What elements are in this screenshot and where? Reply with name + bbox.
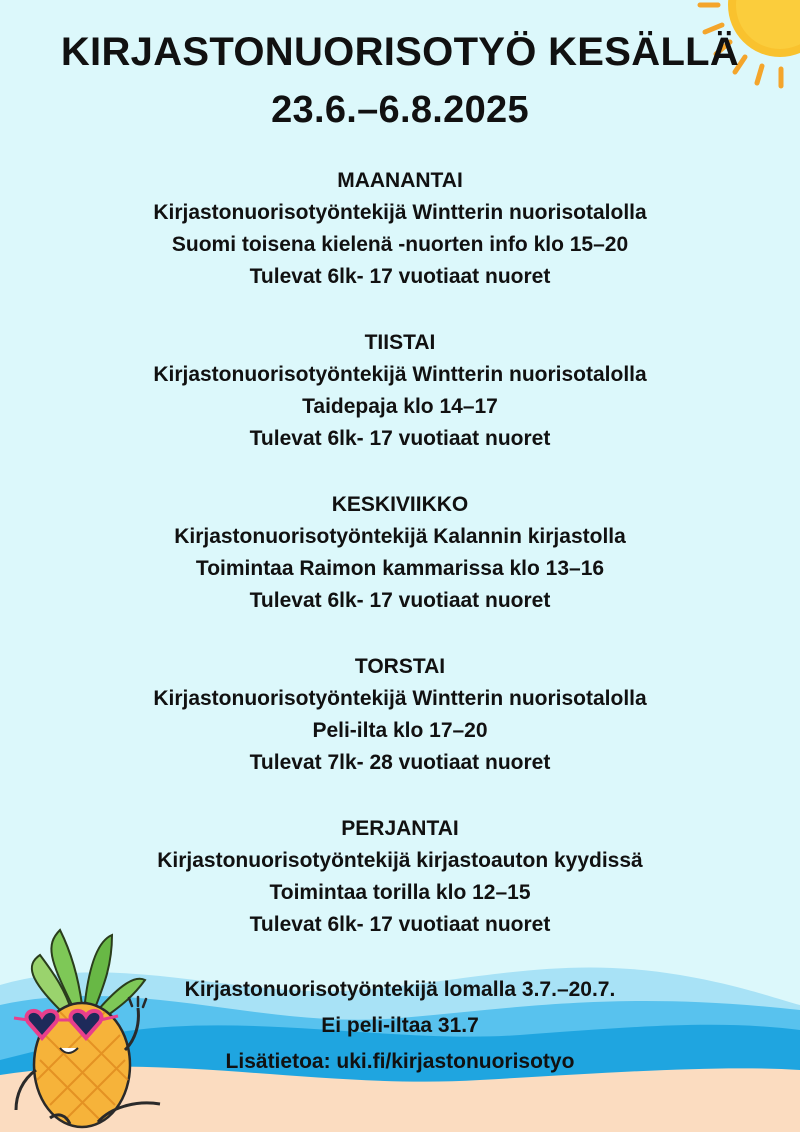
weekly-schedule bbox=[0, 165, 800, 941]
day-name: MAANANTAI bbox=[337, 169, 463, 192]
day-audience: Tulevat 7lk- 28 vuotiaat nuoret bbox=[249, 751, 551, 774]
day-wednesday bbox=[0, 489, 800, 617]
day-location: Kirjastonuorisotyöntekijä Wintterin nuorisotalolla bbox=[153, 201, 647, 224]
day-activity: Peli-ilta klo 17–20 bbox=[312, 719, 488, 742]
poster-dates: 23.6.–6.8.2025 bbox=[271, 89, 529, 131]
vacation-notice: Kirjastonuorisotyöntekijä lomalla 3.7.–20.7. bbox=[184, 978, 616, 1001]
day-activity: Suomi toisena kielenä -nuorten info klo 15–20 bbox=[171, 233, 629, 256]
day-name: KESKIVIIKKO bbox=[331, 493, 469, 516]
more-info-link[interactable]: Lisätietoa: uki.fi/kirjastonuorisotyo bbox=[225, 1050, 575, 1073]
day-name: PERJANTAI bbox=[341, 817, 459, 840]
day-audience: Tulevat 6lk- 17 vuotiaat nuoret bbox=[249, 913, 551, 936]
day-activity: Toimintaa torilla klo 12–15 bbox=[269, 881, 531, 904]
day-audience: Tulevat 6lk- 17 vuotiaat nuoret bbox=[249, 265, 551, 288]
day-activity: Toimintaa Raimon kammarissa klo 13–16 bbox=[195, 557, 605, 580]
day-audience: Tulevat 6lk- 17 vuotiaat nuoret bbox=[249, 427, 551, 450]
day-tuesday bbox=[0, 327, 800, 455]
day-monday bbox=[0, 165, 800, 293]
no-game-night-notice: Ei peli-iltaa 31.7 bbox=[321, 1014, 479, 1037]
day-activity: Taidepaja klo 14–17 bbox=[302, 395, 498, 418]
day-location: Kirjastonuorisotyöntekijä Wintterin nuorisotalolla bbox=[153, 687, 647, 710]
poster-title: KIRJASTONUORISOTYÖ KESÄLLÄ bbox=[60, 30, 740, 74]
day-name: TORSTAI bbox=[354, 655, 446, 678]
day-location: Kirjastonuorisotyöntekijä kirjastoauton kyydissä bbox=[157, 849, 643, 872]
day-thursday bbox=[0, 651, 800, 779]
day-location: Kirjastonuorisotyöntekijä Wintterin nuorisotalolla bbox=[153, 363, 647, 386]
footer-info bbox=[0, 972, 800, 1080]
day-location: Kirjastonuorisotyöntekijä Kalannin kirjastolla bbox=[174, 525, 626, 548]
day-friday bbox=[0, 813, 800, 941]
day-name: TIISTAI bbox=[364, 331, 436, 354]
day-audience: Tulevat 6lk- 17 vuotiaat nuoret bbox=[249, 589, 551, 612]
